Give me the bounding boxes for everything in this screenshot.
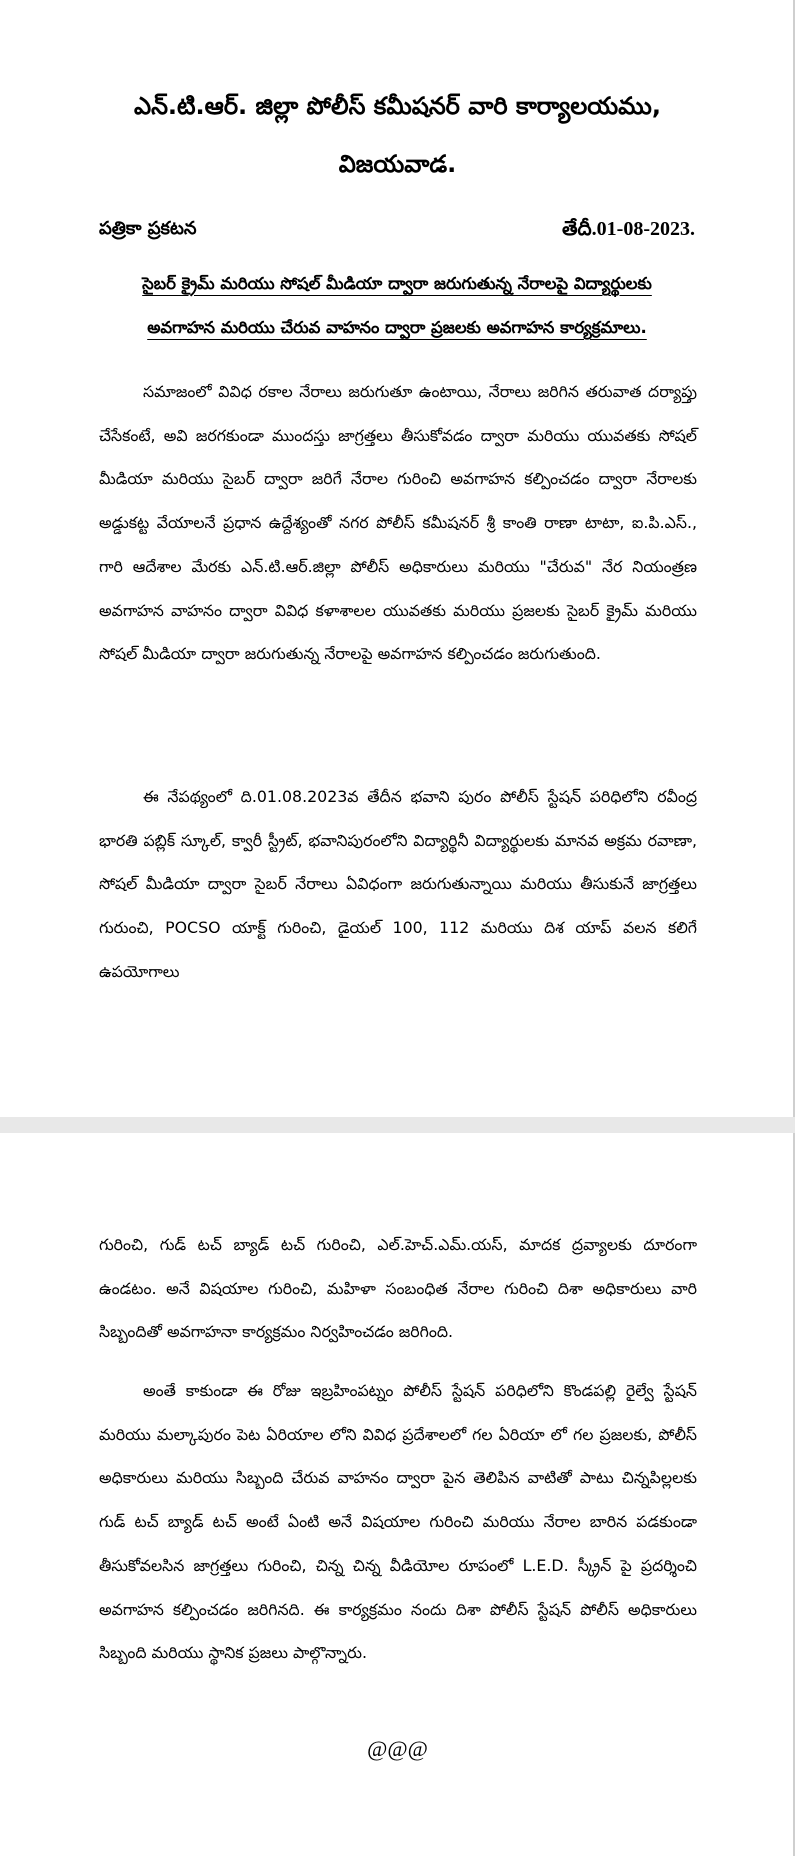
paragraph-event-continued: గురించి, గుడ్ టచ్ బ్యాడ్ టచ్ గురించి, ఎల్.హెచ్.ఎమ్.యస్, మాదక ద్రవ్యాలకు దూరంగా ఉండటం. అనే విషయాల గురించి, మహిళా సంబంధిత నేరాల గురించి దిశా అధికారులు వారి సిబ్బందితో అవగాహనా కార్యక్రమం నిర్వహించడం జరిగింది. [99,1235,697,1342]
paragraph-cheruva-vehicle: అంతే కాకుండా ఈ రోజు ఇబ్రహింపట్నం పోలీస్ స్టేషన్ పరిధిలోని కొండపల్లి రైల్వే స్టేషన్ మరియు మల్కాపురం పెట ఏరియాల లోని వివిధ ప్రదేశాలలో గల ఏరియా లో గల ప్రజలకు, పోలీస్ అధికారులు మరియు సిబ్బంది చేరువ వాహనం ద్వారా పైన తెలిపిన వాటితో పాటు చిన్నపిల్లలకు గుడ్ టచ్ బ్యాడ్ టచ్ అంటే ఏంటి అనే విషయాల గురించి మరియు నేరాల బారిన పడకుండా తీసుకోవలసిన జాగ్రత్తలు గురించి, చిన్న చిన్న వీడియోల రూపంలో L.E.D. స్క్రీన్ పై ప్రదర్శించి అవగాహన కల్పించడం జరిగినది. ఈ కార్యక్రమం నందు దిశా పోలీస్ స్టేషన్ పోలీస్ అధికారులు సిబ్బంది మరియు స్థానిక ప్రజలు పాల్గొన్నారు. [99,1381,697,1663]
paragraph-intro: సమాజంలో వివిధ రకాల నేరాలు జరుగుతూ ఉంటాయి, నేరాలు జరిగిన తరువాత దర్యాప్తు చేసేకంటే, అవి జరగకుండా ముందస్తు జాగ్రత్తలు తీసుకోవడం ద్వారా మరియు యువతకు సోషల్ మీడియా మరియు సైబర్ ద్వారా జరిగే నేరాల గురించి అవగాహన కల్పించడం ద్వారా నేరాలకు అడ్డుకట్ట వేయాలనే ప్రధాన ఉద్దేశ్యంతో నగర పోలీస్ కమీషనర్ శ్రీ కాంతి రాణా టాటా, ఐ.పి.ఎస్., గారి ఆదేశాల మేరకు ఎన్.టి.ఆర్.జిల్లా పోలీస్ అధికారులు మరియు "చేరువ" నేర నియంత్రణ అవగాహన వాహనం ద్వారా వివిధ కళాశాలల యువతకు మరియు ప్రజలకు సైబర్ క్రైమ్ మరియు సోషల్ మీడియా ద్వారా జరుగుతున్న నేరాలపై అవగాహన కల్పించడం జరుగుతుంది. [99,382,697,664]
paragraph-event: ఈ నేపథ్యంలో ది.01.08.2023వ తేదీన భవాని పురం పోలీస్ స్టేషన్ పరిధిలోని రవీంద్ర భారతి పబ్లిక్ స్కూల్, క్వారీ స్ట్రీట్, భవానిపురంలోని విద్యార్థినీ విద్యార్థులకు మానవ అక్రమ రవాణా, సోషల్ మీడియా ద్వారా సైబర్ నేరాలు ఏవిధంగా జరుగుతున్నాయి మరియు తీసుకునే జాగ్రత్తలు గురుంచి, POCSO యాక్ట్ గురించి, డైయల్ 100, 112 మరియు దిశ యాప్ వలన కలిగే ఉపయోగాలు [99,787,697,981]
end-mark: @@@ [367,1736,428,1761]
subject-line-2 [99,318,695,341]
subject-line-1-text: సైబర్ క్రైమ్ మరియు సోషల్ మీడియా ద్వారా జరుగుతున్న నేరాలపై విద్యార్థులకు [142,274,652,293]
subject-line-1 [99,274,695,297]
subject-line-2-text: అవగాహన మరియు చేరువ వాహనం ద్వారా ప్రజలకు అవగాహన కార్యక్రమాలు. [147,318,647,337]
release-date: తేదీ.01-08-2023. [561,218,695,240]
office-city: విజయవాడ. [338,150,457,178]
office-title: ఎన్.టి.ఆర్. జిల్లా పోలీస్ కమీషనర్ వారి కార్యాలయము, [134,92,661,120]
press-release-label: పత్రికా ప్రకటన [99,218,197,239]
